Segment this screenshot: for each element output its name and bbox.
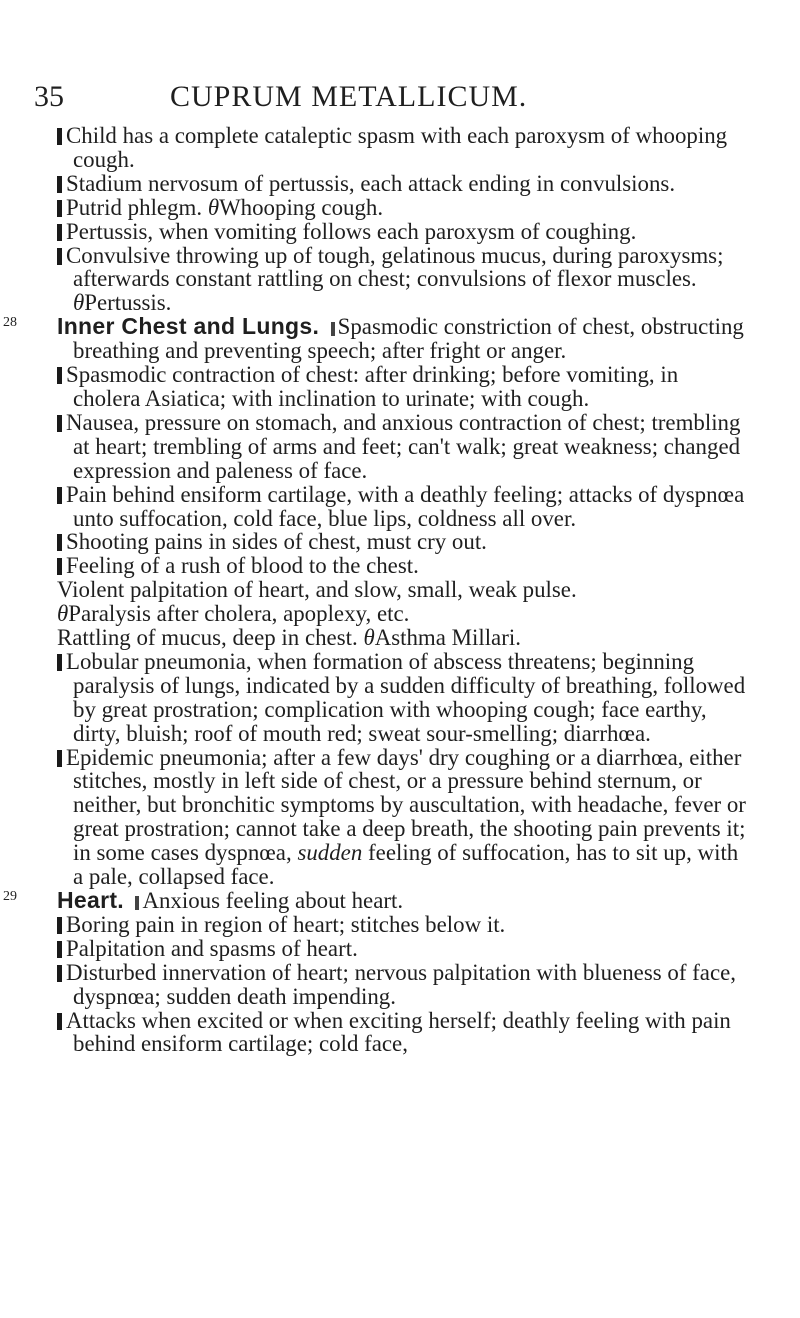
page-header — [34, 74, 764, 114]
clinical-condition: Whooping cough. — [219, 194, 384, 220]
emphasis-mark — [57, 534, 62, 551]
emphasis-mark — [57, 941, 62, 958]
emphasis-mark — [57, 200, 62, 217]
theta-symbol: θ — [73, 290, 85, 316]
entry-text: Pertussis, when vomiting follows each paroxysm of coughing. — [66, 218, 637, 244]
symptom-entry — [43, 626, 749, 650]
symptom-entry — [43, 746, 749, 889]
symptom-entry — [43, 172, 749, 196]
entry-text: Convulsive throwing up of tough, gelatinous mucus, during paroxysms; afterwards constant rattling on chest; convulsions of flexor muscles. — [66, 242, 724, 292]
symptom-entry — [43, 554, 749, 578]
entry-text: Epidemic pneumonia; after a few days' dry coughing or a diarrhœa, either stitches, mostly in left side of chest, or a pressure behind sternum, or neither, but bronchitic symptoms by auscultation, with headache, fever or great prostration; cannot take a deep breath, the shooting pain prevents it; in some cases dyspnœa, — [66, 744, 746, 866]
clinical-condition: Paralysis after cholera, apoplexy, etc. — [68, 601, 410, 627]
emphasis-mark — [135, 896, 139, 910]
symptom-entry — [43, 937, 749, 961]
symptom-entry — [43, 363, 749, 411]
symptom-entry — [43, 411, 749, 483]
symptom-entry — [43, 961, 749, 1009]
symptom-entry — [43, 650, 749, 746]
theta-symbol: θ — [363, 625, 375, 651]
section-first-entry: Anxious feeling about heart. — [142, 888, 404, 913]
running-head: CUPRUM METALLICUM. — [170, 80, 528, 113]
entry-text: Child has a complete cataleptic spasm with each paroxysm of whooping cough. — [66, 123, 728, 172]
section-first-entry: Spasmodic constriction of chest, obstructing breathing and preventing speech; after fright or anger. — [73, 314, 744, 364]
entry-text: Nausea, pressure on stomach, and anxious contraction of chest; trembling at heart; trembling of arms and feet; can't walk; great weakness; changed expression and paleness of face. — [66, 409, 741, 483]
entry-text: Spasmodic contraction of chest: after drinking; before vomiting, in cholera Asiatica; with inclination to urinate; with cough. — [66, 362, 679, 411]
entry-group-chest — [0, 363, 800, 889]
emphasis-mark — [57, 248, 62, 265]
emphasis-mark — [57, 654, 62, 671]
clinical-condition: Asthma Millari. — [374, 625, 521, 651]
symptom-entry — [43, 244, 749, 316]
section-heading: Inner Chest and Lungs. — [57, 313, 320, 340]
theta-symbol: θ — [207, 194, 220, 220]
section-heart: 29 Heart. Anxious feeling about heart. — [3, 887, 404, 913]
emphasis-mark — [331, 322, 335, 336]
symptom-entry — [43, 196, 749, 220]
page-number: 35 — [34, 80, 64, 113]
entry-text: Feeling of a rush of blood to the chest. — [66, 553, 419, 579]
theta-symbol: θ — [57, 601, 69, 627]
symptom-entry — [43, 220, 749, 244]
clinical-condition: Pertussis. — [84, 290, 172, 316]
entry-text: Putrid phlegm. — [66, 194, 203, 220]
entry-text: Lobular pneumonia, when formation of abscess threatens; beginning paralysis of lungs, indicated by a sudden difficulty of breathing, followed by great prostration; complication with whooping cough; face earthy, dirty, bluish; roof of mouth red; sweat sour-smelling; diarrhœa. — [66, 648, 746, 746]
entry-text: Disturbed innervation of heart; nervous palpitation with blueness of face, dyspnœa; sudden death impending. — [66, 959, 736, 1009]
entry-group-whooping-cough — [0, 124, 800, 315]
entry-text: Violent palpitation of heart, and slow, small, weak pulse. — [57, 577, 577, 603]
section-heading: Heart. — [57, 887, 124, 913]
emphasis-mark — [57, 224, 62, 241]
symptom-entry — [43, 124, 749, 172]
entry-emphasis: sudden — [297, 840, 363, 866]
emphasis-mark — [57, 415, 62, 432]
symptom-entry — [43, 1009, 749, 1057]
emphasis-mark — [57, 965, 62, 982]
entry-text-continued: feeling of suffocation, has to sit up, with a pale, collapsed face. — [73, 840, 739, 890]
emphasis-mark — [57, 487, 62, 504]
symptom-entry — [43, 530, 749, 554]
entry-text: Pain behind ensiform cartilage, with a deathly feeling; attacks of dyspnœa unto suffocation, cold face, blue lips, coldness all over. — [66, 481, 745, 531]
emphasis-mark — [57, 128, 62, 145]
entry-text: Shooting pains in sides of chest, must cry out. — [66, 529, 487, 555]
emphasis-mark — [57, 917, 62, 934]
entry-text: Stadium nervosum of pertussis, each attack ending in convulsions. — [66, 170, 676, 196]
entry-text: Boring pain in region of heart; stitches below it. — [66, 911, 506, 937]
symptom-entry — [43, 578, 749, 602]
entry-text: Rattling of mucus, deep in chest. — [57, 625, 358, 651]
entry-text: Attacks when excited or when exciting herself; deathly feeling with pain behind ensiform cartilage; cold face, — [66, 1007, 731, 1057]
emphasis-mark — [57, 558, 62, 575]
symptom-entry — [43, 602, 749, 626]
symptom-entry — [43, 913, 749, 937]
emphasis-mark — [57, 750, 62, 767]
entry-group-heart — [0, 913, 800, 1056]
entry-text: Palpitation and spasms of heart. — [66, 935, 358, 961]
section-inner-chest-and-lungs: 28 Inner Chest and Lungs. Spasmodic constriction of chest, obstructing breathing and preventing speech; after fright or anger. — [3, 313, 744, 364]
page-body — [0, 124, 800, 1056]
symptom-entry — [43, 483, 749, 531]
emphasis-mark — [57, 176, 62, 193]
emphasis-mark — [57, 367, 62, 384]
emphasis-mark — [57, 1013, 62, 1030]
